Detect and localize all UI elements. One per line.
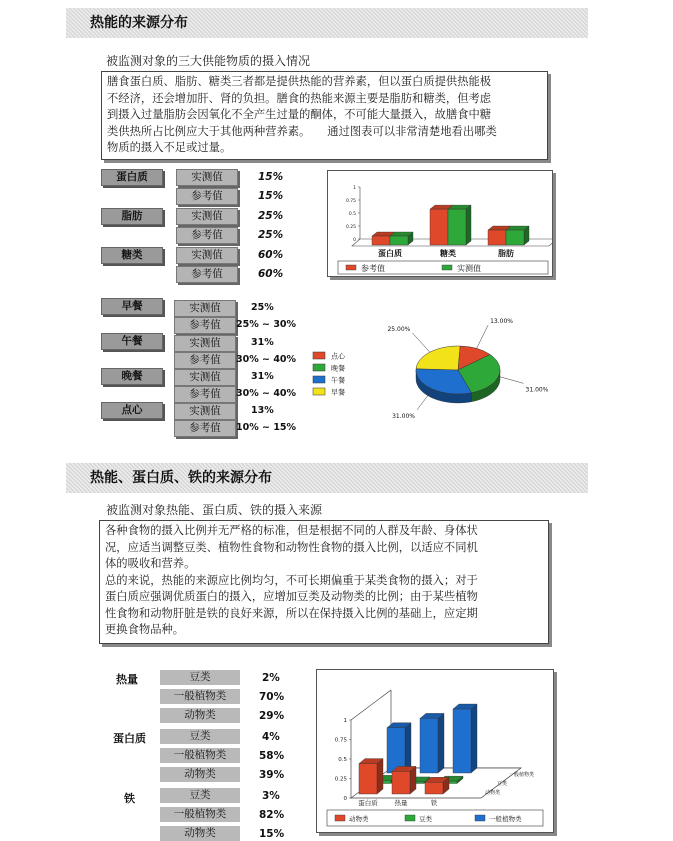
section1-title: 热能的来源分布 <box>66 8 588 38</box>
measured-tag: 实测值 <box>174 369 236 386</box>
legend-swatch <box>442 265 452 270</box>
pie-label: 31.00% <box>525 386 549 394</box>
meal-label-snack: 点心 <box>101 402 163 419</box>
section1-description <box>101 71 548 160</box>
reference-value: 30% ~ 40% <box>236 388 297 399</box>
bar-一般植物类-蛋白质 <box>387 723 411 773</box>
legend-swatch <box>475 815 485 821</box>
reference-tag: 参考值 <box>174 352 236 369</box>
nutrient-bar-chart-svg <box>328 171 552 276</box>
top-edge <box>351 690 391 720</box>
measured-tag: 实测值 <box>174 335 236 352</box>
x-tick-label: 脂肪 <box>498 249 514 258</box>
legend-swatch <box>313 352 325 359</box>
desc-line: 物质的摄入不足或过量。 <box>107 141 232 154</box>
reference-tag: 参考值 <box>176 266 238 283</box>
legend-label: 一般植物类 <box>489 815 522 823</box>
source-tag: 一般植物类 <box>160 689 240 704</box>
nutrient-label-fat: 脂肪 <box>101 208 163 225</box>
reference-tag: 参考值 <box>176 188 238 205</box>
source-value: 58% <box>259 750 285 762</box>
measured-value: 25% <box>258 210 284 222</box>
source-value: 29% <box>259 710 285 722</box>
bar-动物类-蛋白质 <box>359 759 383 794</box>
x-tick-label: 糖类 <box>440 249 456 258</box>
source-value: 39% <box>259 769 285 781</box>
bar-实测值-蛋白质 <box>390 232 413 245</box>
reference-value: 25% ~ 30% <box>236 319 297 330</box>
source-value: 82% <box>259 809 285 821</box>
measured-tag: 实测值 <box>176 247 238 264</box>
legend-label: 晚餐 <box>331 364 345 373</box>
bar-实测值-糖类 <box>448 205 471 245</box>
source-group-iron: 铁 <box>124 792 135 805</box>
source-tag: 豆类 <box>160 729 240 744</box>
pie-label: 25.00% <box>387 325 411 333</box>
measured-tag: 实测值 <box>174 300 236 317</box>
legend-swatch <box>313 364 325 371</box>
source-bar-chart-svg <box>317 670 553 832</box>
measured-value: 31% <box>251 371 274 382</box>
y-tick-label: 0.75 <box>334 737 347 744</box>
bar-一般植物类-热量 <box>420 713 444 773</box>
measured-tag: 实测值 <box>176 169 238 186</box>
measured-value: 15% <box>258 171 284 183</box>
desc-line: 性食物和动物肝脏是铁的良好来源，所以在保持摄入比例的基础上，应定期 <box>105 606 478 620</box>
source-group-protein: 蛋白质 <box>113 732 146 745</box>
legend-label: 参考值 <box>361 264 385 273</box>
legend-label: 动物类 <box>349 815 369 823</box>
measured-tag: 实测值 <box>176 208 238 225</box>
legend-label: 点心 <box>331 352 345 361</box>
source-tag: 豆类 <box>160 788 240 803</box>
source-value: 15% <box>259 828 285 840</box>
y-tick-label: 0.5 <box>348 212 356 217</box>
pie-label: 31.00% <box>392 412 416 420</box>
source-bar-chart <box>316 669 554 833</box>
x-tick-label: 铁 <box>430 799 438 807</box>
depth-label: 一般植物类 <box>509 772 535 778</box>
desc-line: 况，应适当调整豆类、植物性食物和动物性食物的摄入比例，以适应不同机 <box>105 540 478 554</box>
pie-label: 13.00% <box>490 318 513 326</box>
y-tick-label: 0 <box>353 238 356 243</box>
pie-slice-早餐 <box>416 346 460 370</box>
desc-line: 不经济，还会增加肝、肾的负担。膳食的热能来源主要是脂肪和糖类，但考虑 <box>107 91 492 105</box>
section1-subtitle: 被监测对象的三大供能物质的摄入情况 <box>106 54 311 68</box>
bar-动物类-热量 <box>392 766 416 794</box>
reference-value: 10% ~ 15% <box>236 422 297 433</box>
measured-tag: 实测值 <box>174 403 236 420</box>
nutrient-label-sugar: 糖类 <box>101 247 163 264</box>
measured-value: 13% <box>251 405 274 416</box>
y-tick-label: 0.25 <box>334 776 347 783</box>
y-tick-label: 0 <box>343 796 347 802</box>
source-tag: 动物类 <box>160 767 240 782</box>
x-tick-label: 热量 <box>394 799 408 807</box>
pie-leader <box>498 376 523 383</box>
desc-line: 各种食物的摄入比例并无严格的标准，但是根据不同的人群及年龄、身体状 <box>105 524 478 537</box>
reference-tag: 参考值 <box>174 317 236 334</box>
bar-动物类-铁 <box>425 777 449 794</box>
legend-label: 豆类 <box>419 815 432 823</box>
reference-tag: 参考值 <box>176 227 238 244</box>
depth-label: 豆类 <box>497 781 508 787</box>
y-tick-label: 0.5 <box>338 757 347 763</box>
reference-value: 60% <box>258 268 284 280</box>
x-tick-label: 蛋白质 <box>358 799 378 807</box>
nutrient-bar-chart <box>327 170 553 277</box>
desc-line: 到摄入过量脂肪会因氧化不全产生过量的酮体，不可能大量摄入，故膳食中糖 <box>107 108 492 121</box>
measured-value: 31% <box>251 337 274 348</box>
desc-line: 体的吸收和营养。 <box>105 557 196 570</box>
desc-line: 膳食蛋白质、脂肪、糖类三者都是提供热能的营养素，但以蛋白质提供热能极 <box>107 75 492 88</box>
legend-label: 实测值 <box>457 264 481 273</box>
source-group-energy: 热量 <box>116 673 138 686</box>
section2-title: 热能、蛋白质、铁的来源分布 <box>66 463 588 493</box>
legend-label: 早餐 <box>331 388 345 397</box>
desc-line: 蛋白质应强调优质蛋白的摄入，应增加豆类及动物类的比例；由于某些植物 <box>105 590 478 603</box>
bar-一般植物类-铁 <box>453 704 477 773</box>
desc-line: 总的来说，热能的来源应比例均匀，不可长期偏重于某类食物的摄入；对于 <box>105 573 478 587</box>
reference-value: 15% <box>258 190 284 202</box>
nutrient-label-protein: 蛋白质 <box>101 169 163 186</box>
section2-description <box>99 520 549 644</box>
source-tag: 豆类 <box>160 670 240 685</box>
meal-pie-chart <box>305 318 560 438</box>
reference-value: 25% <box>258 229 284 241</box>
y-tick-label: 1 <box>353 186 356 191</box>
measured-value: 25% <box>251 302 274 313</box>
desc-line: 更换食物品种。 <box>105 623 185 636</box>
source-value: 70% <box>259 691 285 703</box>
reference-tag: 参考值 <box>174 386 236 403</box>
source-tag: 动物类 <box>160 708 240 723</box>
desc-line: 类供热所占比例应大于其他两种营养素。 通过图表可以非常清楚地看出哪类 <box>107 124 497 138</box>
source-value: 2% <box>262 672 280 684</box>
bar-实测值-脂肪 <box>506 226 529 245</box>
source-value: 3% <box>262 790 280 802</box>
legend-swatch <box>335 815 345 821</box>
x-tick-label: 蛋白质 <box>378 249 402 258</box>
reference-value: 30% ~ 40% <box>236 354 297 365</box>
source-tag: 一般植物类 <box>160 807 240 822</box>
pie-leader <box>412 333 429 352</box>
meal-label-breakfast: 早餐 <box>101 298 163 315</box>
legend-swatch <box>313 376 325 383</box>
depth-label: 动物类 <box>485 790 501 796</box>
source-tag: 动物类 <box>160 826 240 841</box>
source-tag: 一般植物类 <box>160 748 240 763</box>
meal-label-lunch: 午餐 <box>101 333 163 350</box>
y-tick-label: 0.75 <box>345 199 356 204</box>
reference-tag: 参考值 <box>174 420 236 437</box>
section2-subtitle: 被监测对象热能、蛋白质、铁的摄入来源 <box>106 503 323 517</box>
y-tick-label: 0.25 <box>345 225 356 230</box>
pie-leader <box>477 325 489 348</box>
legend-label: 午餐 <box>331 376 345 385</box>
legend-swatch <box>405 815 415 821</box>
legend-swatch <box>346 265 356 270</box>
meal-label-dinner: 晚餐 <box>101 368 163 385</box>
measured-value: 60% <box>258 249 284 261</box>
legend-swatch <box>313 388 325 395</box>
source-value: 4% <box>262 731 280 743</box>
y-tick-label: 1 <box>343 718 347 724</box>
